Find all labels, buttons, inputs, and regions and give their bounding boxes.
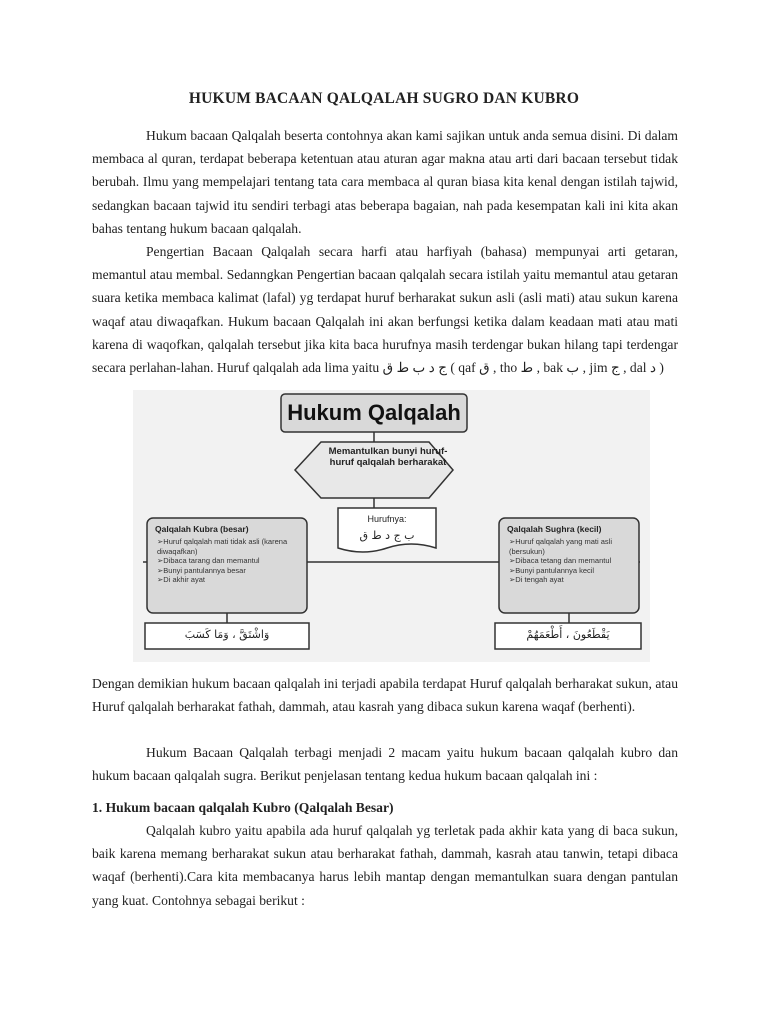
diagram-title: Hukum Qalqalah [287, 400, 461, 425]
sughra-bullet: ➢ Huruf qalqalah yang mati asli (bersukun) [509, 537, 635, 556]
kubra-bullet: ➢ Di akhir ayat [157, 575, 303, 585]
hurufnya-label: Hurufnya: [367, 514, 407, 524]
paragraph-division: Hukum Bacaan Qalqalah terbagi menjadi 2 macam yaitu hukum bacaan qalqalah kubro dan hukum bacaan qalqalah sugra. Berikut penjelasan tentang kedua hukum bacaan qalqalah ini : [92, 745, 678, 784]
sughra-bullet: ➢ Di tengah ayat [509, 575, 635, 585]
hurufnya-letters: ب ج د ط ق [359, 529, 415, 542]
kubra-example: وَاشْتَقَّ ، وَمَا كَسَبَ [184, 628, 270, 641]
paragraph-kubro: Qalqalah kubro yaitu apabila ada huruf qalqalah yg terletak pada akhir kata yang di baca sukun, baik karena memang berharakat sukun atau berharakat fathah, dammah, kasrah atau tanwin, tetapi dibaca waqaf (berhenti).Cara kita membacanya harus lebih mantap dengan memantulkan suara dengan pantulan yang kuat. Contohnya sebagai berikut : [92, 823, 678, 908]
kubra-bullets [157, 537, 303, 585]
paragraph-conclusion: Dengan demikian hukum bacaan qalqalah ini terjadi apabila terdapat Huruf qalqalah berharakat sukun, atau Huruf qalqalah berharakat fathah, dammah, atau kasrah yang dibaca sukun karena waqaf (berhenti). [92, 676, 678, 715]
paragraph-intro: Hukum bacaan Qalqalah beserta contohnya akan kami sajikan untuk anda semua disini. Di dalam membaca al quran, terdapat beberapa ketentuan atau aturan agar makna atau arti dari bacaan tersebut tidak berubah. Ilmu yang mempelajari tentang tata cara membaca al quran biasa kita kenal dengan istilah tajwid, sedangkan bacaan tajwid itu sendiri terbagi atas beberapa bagaian, nah pada kesempatan kali ini kita akan bahas tentang hukum bacaan qalqalah. [92, 128, 678, 236]
qalqalah-diagram [133, 390, 650, 662]
section-heading-kubro: 1. Hukum bacaan qalqalah Kubro (Qalqalah Besar) [92, 800, 394, 815]
hexagon-text: Memantulkan bunyi huruf-huruf qalqalah berharakat [328, 446, 448, 468]
kubra-bullet: ➢ Bunyi pantulannya besar [157, 566, 303, 576]
kubra-bullet: ➢ Huruf qalqalah mati tidak asli (karena diwaqafkan) [157, 537, 303, 556]
sughra-title: Qalqalah Sughra (kecil) [507, 524, 602, 534]
sughra-bullets [509, 537, 635, 585]
sughra-example: يَقْطَعُونَ ، أَطْعَمَهُمْ [526, 628, 610, 641]
paragraph-definition: Pengertian Bacaan Qalqalah secara harfi atau harfiyah (bahasa) mempunyai arti getaran, memantul atau membal. Sedanngkan Pengertian bacaan qalqalah secara istilah yaitu memantul atau getaran suara ketika membaca kalimat (lafal) yg terdapat huruf berharakat sukun asli (asli mati) atau sukun karena waqaf atau diwaqafkan. Hukum bacaan Qalqalah ini akan berfungsi ketika dalam keadaan mati atau mati karena di waqofkan, qalqalah tersebut jika kita baca hurufnya masih terdengar bukan hilang tapi terdengar secara perlahan-lahan. Huruf qalqalah ada lima yaitu ﺝ ﺩ ﺏ ﻁ ﻕ ( qaf ق , tho ط , bak ب , jim ج , dal د ) [92, 244, 678, 376]
sughra-bullet: ➢ Dibaca tetang dan memantul [509, 556, 635, 566]
kubra-title: Qalqalah Kubra (besar) [155, 524, 249, 534]
document-title: HUKUM BACAAN QALQALAH SUGRO DAN KUBRO [188, 90, 580, 107]
sughra-bullet: ➢ Bunyi pantulannya kecil [509, 566, 635, 576]
kubra-bullet: ➢ Dibaca tarang dan memantul [157, 556, 303, 566]
